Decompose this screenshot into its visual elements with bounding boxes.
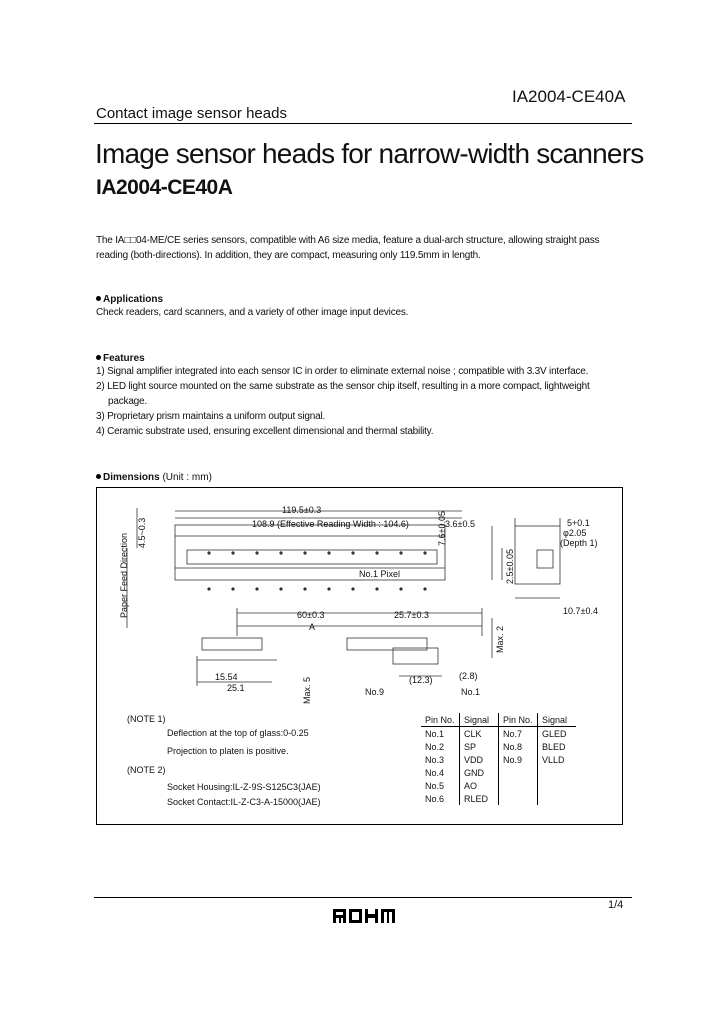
label-a: A: [309, 622, 316, 632]
table-row: [421, 766, 576, 779]
note2-label: (NOTE 2): [127, 765, 166, 775]
dimensions-heading: Dimensions: [103, 472, 160, 483]
table-cell: RLED: [460, 792, 499, 805]
header-category: Contact image sensor heads: [96, 105, 287, 122]
note2-line1: Socket Housing:IL-Z-9S-S125C3(JAE): [167, 782, 321, 792]
label-max5: Max. 5: [302, 676, 312, 704]
dim-height-1: 7.6±0.05: [437, 511, 447, 546]
dim-28: (2.8): [459, 671, 478, 681]
table-cell: GLED: [542, 728, 567, 739]
table-cell: [499, 779, 538, 792]
table-cell: SP: [460, 740, 499, 753]
feature-item-3: 3) Proprietary prism maintains a uniform output signal.: [96, 411, 326, 422]
table-cell: No.1: [421, 727, 460, 741]
feature-item-2-cont: package.: [108, 396, 147, 407]
table-cell: No.3: [421, 753, 460, 766]
pixel-label: No.1 Pixel: [359, 569, 401, 579]
bullet-icon: [96, 296, 101, 301]
table-cell: [499, 766, 538, 779]
note2-line2: Socket Contact:IL-Z-C3-A-15000(JAE): [167, 797, 321, 807]
feature-item-1: 1) Signal amplifier integrated into each sensor IC in order to eliminate external noise ; compatible with 3.3V interface.: [96, 366, 589, 377]
page-number: 1/4: [608, 899, 624, 911]
table-cell: [499, 792, 538, 805]
note1-label: (NOTE 1): [127, 714, 166, 724]
bullet-icon: [96, 355, 101, 360]
table-cell: GND: [460, 766, 499, 779]
note1-line2: Projection to platen is positive.: [167, 746, 289, 756]
feature-item-2: 2) LED light source mounted on the same substrate as the sensor chip itself, resulting in a more compact, lightweight: [96, 381, 590, 392]
page-title: Image sensor heads for narrow-width scanners: [95, 138, 644, 169]
dim-60: 60±0.3: [297, 610, 325, 620]
table-cell: No.6: [421, 792, 460, 805]
dim-side: 5+0.1: [567, 518, 590, 528]
dim-height-2: 2.5±0.05: [505, 549, 515, 584]
intro-line-1: The IA□□04-ME/CE series sensors, compatible with A6 size media, feature a dual-arch structure, allowing straight pass: [96, 235, 600, 246]
dim-1554: 15.54: [215, 672, 238, 682]
signal-col-header: Signal: [538, 713, 577, 727]
signal-col-header: Signal: [460, 713, 499, 727]
table-row: [421, 740, 576, 753]
table-row: [421, 753, 576, 766]
table-cell: No.8: [499, 740, 538, 753]
dim-251: 25.1: [227, 683, 245, 693]
header-part-number: IA2004-CE40A: [512, 87, 626, 106]
label-no9: No.9: [365, 687, 385, 697]
table-cell: VLLD: [542, 754, 565, 765]
applications-section: [96, 294, 408, 320]
pin-col-header: Pin No.: [421, 713, 460, 727]
dim-left: 4.5~0.3: [137, 517, 147, 548]
table-cell: [538, 779, 577, 792]
applications-heading: Applications: [103, 294, 164, 305]
dim-depth: (Depth 1): [560, 538, 598, 548]
pin-table-wrap: [421, 713, 576, 805]
note1-line1: Deflection at the top of glass:0-0.25: [167, 728, 309, 738]
dimensions-heading-row: [96, 472, 212, 483]
intro-line-2: reading (both-directions). In addition, they are compact, measuring only 119.5mm in length.: [96, 250, 481, 261]
dim-257: 25.7±0.3: [394, 610, 429, 620]
label-no1: No.1: [461, 687, 481, 697]
table-row: [421, 779, 576, 792]
dim-right: 3.6±0.5: [445, 519, 475, 529]
sensor-body-outline: [175, 525, 445, 580]
dim-effective-reading: 108.9 (Effective Reading Width : 104.6): [252, 519, 409, 529]
table-cell: No.7: [499, 727, 538, 741]
dim-phi: φ2.05: [563, 528, 587, 538]
features-section: [96, 353, 590, 439]
table-cell: VDD: [460, 753, 499, 766]
table-cell: [538, 766, 577, 779]
pin-col-header: Pin No.: [499, 713, 538, 727]
table-cell: CLK: [460, 727, 499, 741]
intro-paragraph: [96, 233, 599, 263]
paper-feed-label: Paper Feed Direction: [119, 532, 129, 618]
pin-table: [421, 713, 576, 805]
footer-rule: [94, 897, 632, 898]
dim-123: (12.3): [409, 675, 433, 685]
table-cell: No.4: [421, 766, 460, 779]
table-cell: No.5: [421, 779, 460, 792]
dim-width-side: 10.7±0.4: [563, 606, 598, 616]
table-cell: BLED: [542, 741, 566, 752]
features-heading: Features: [103, 353, 145, 364]
dimensions-unit: (Unit : mm): [159, 472, 212, 483]
feature-item-4: 4) Ceramic substrate used, ensuring excellent dimensional and thermal stability.: [96, 426, 434, 437]
table-row: [421, 792, 576, 805]
table-cell: No.2: [421, 740, 460, 753]
table-cell: AO: [460, 779, 499, 792]
bullet-icon: [96, 474, 101, 479]
table-cell: No.9: [499, 753, 538, 766]
label-max2: Max. 2: [495, 625, 505, 653]
pin-table-header: [421, 713, 576, 727]
table-row: [421, 727, 576, 741]
dim-length-total: 119.5±0.3: [282, 505, 322, 515]
rohm-logo: [333, 908, 395, 929]
part-number-heading: IA2004-CE40A: [96, 176, 233, 199]
header-rule: [94, 123, 632, 124]
table-cell: [538, 792, 577, 805]
applications-text: Check readers, card scanners, and a variety of other image input devices.: [96, 307, 409, 318]
dimensions-box: [96, 487, 623, 825]
